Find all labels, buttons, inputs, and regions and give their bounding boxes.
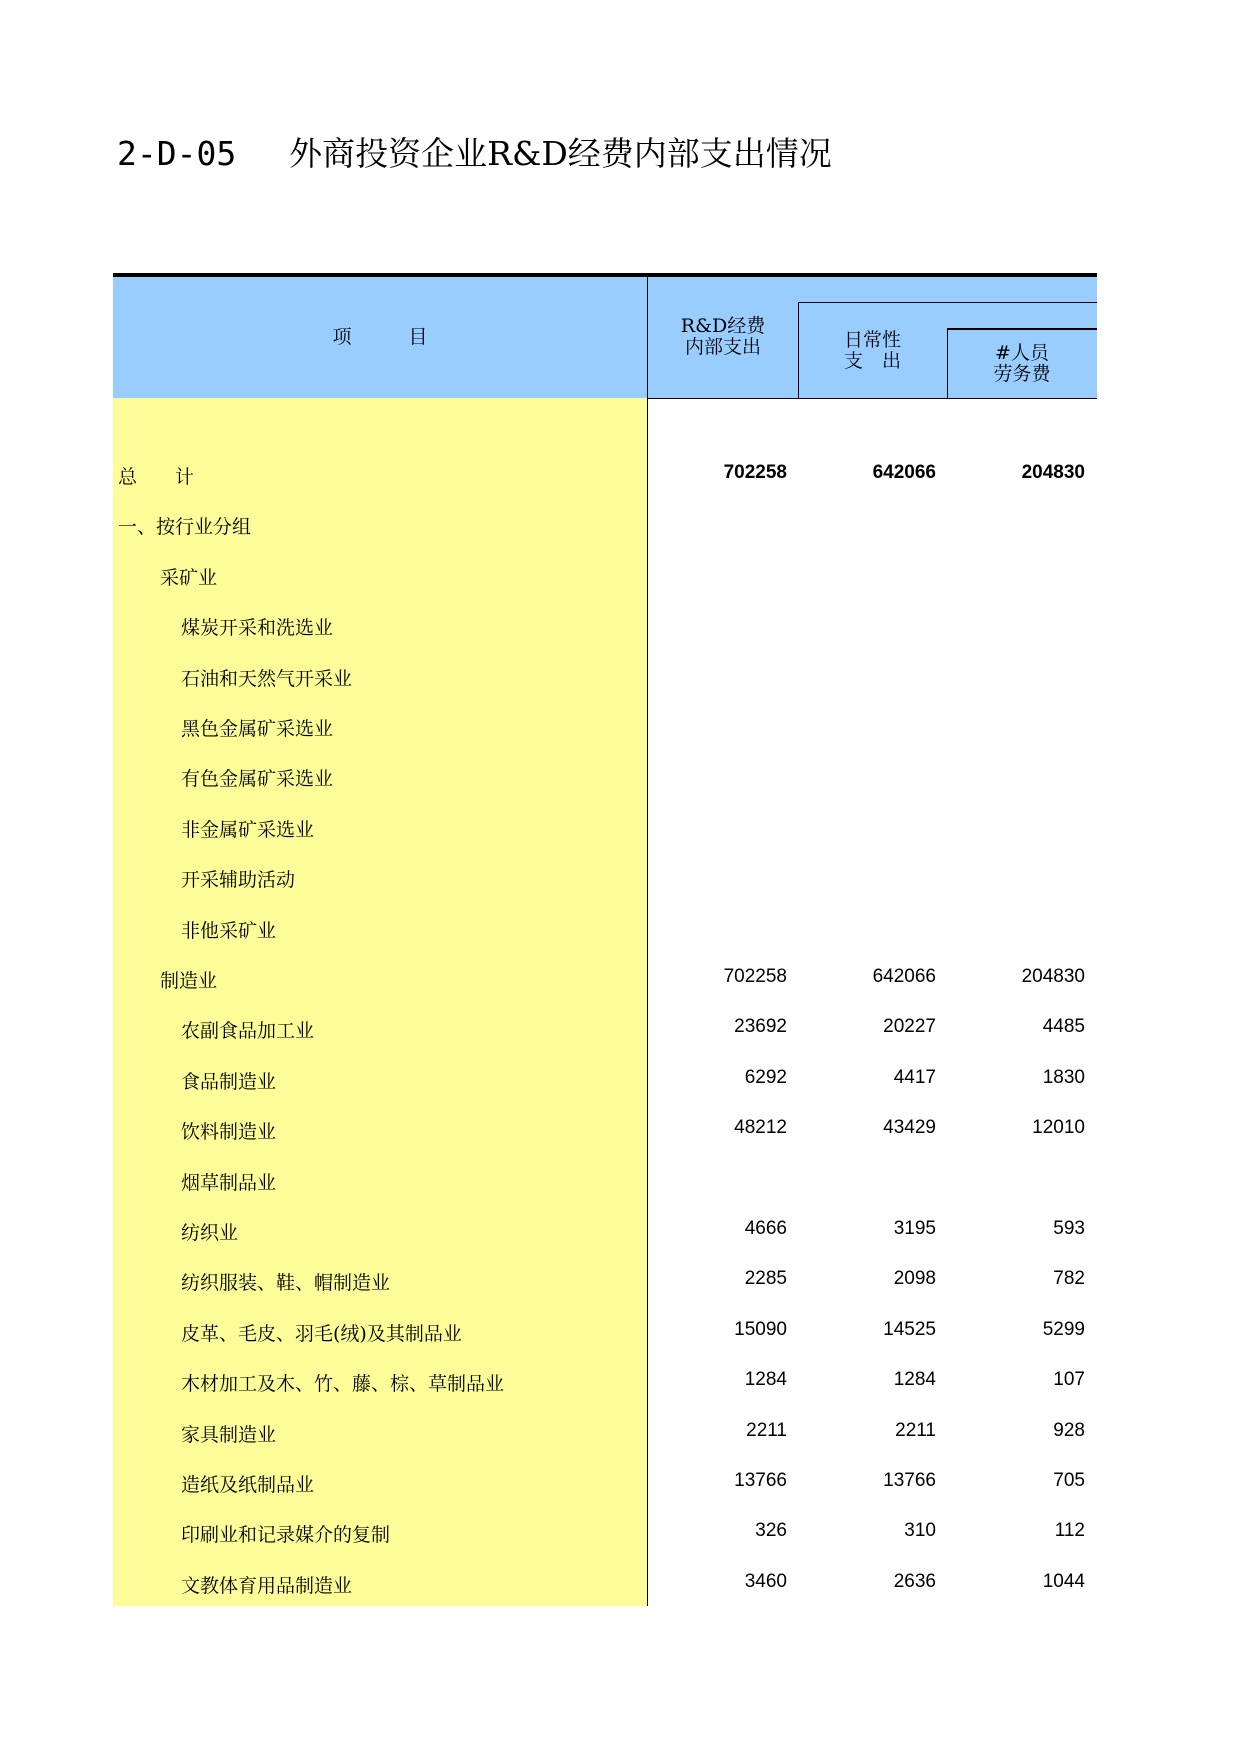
row-label: 印刷业和记录媒介的复制 — [181, 1524, 391, 1547]
row-value: 43429 — [883, 1117, 936, 1139]
table-row — [113, 1420, 1097, 1470]
header-rule — [798, 302, 1097, 303]
row-label: 总 计 — [118, 466, 195, 488]
row-label: 皮革、毛皮、羽毛(绒)及其制品业 — [181, 1322, 462, 1345]
row-value: 204830 — [1021, 462, 1085, 483]
row-value: 1284 — [744, 1369, 787, 1391]
row-label: 黑色金属矿采选业 — [181, 718, 334, 740]
row-label: 饮料制造业 — [181, 1121, 277, 1144]
table-row — [113, 1268, 1097, 1318]
table-row — [113, 1470, 1097, 1520]
row-value: 2636 — [893, 1570, 936, 1592]
table-row — [113, 966, 1097, 1016]
table-row — [113, 764, 1097, 814]
row-value: 112 — [1054, 1520, 1085, 1542]
row-value: 12010 — [1032, 1117, 1085, 1139]
table-row — [113, 664, 1097, 714]
row-label: 非金属矿采选业 — [181, 818, 315, 841]
table-row — [113, 815, 1097, 865]
row-value: 702258 — [723, 462, 787, 483]
table-row — [113, 1319, 1097, 1369]
row-value: 3195 — [893, 1218, 936, 1239]
row-value: 642066 — [872, 966, 936, 987]
header-rule — [947, 328, 1097, 330]
row-value: 1044 — [1042, 1570, 1085, 1592]
table-row — [113, 512, 1097, 562]
table-row — [113, 714, 1097, 764]
table-row — [113, 1571, 1097, 1621]
row-label: 烟草制品业 — [181, 1171, 277, 1194]
row-value: 204830 — [1021, 966, 1085, 987]
row-value: 1830 — [1042, 1066, 1085, 1088]
header-item: 项 目 — [332, 326, 428, 348]
table-row — [113, 1117, 1097, 1167]
row-value: 3460 — [744, 1570, 787, 1592]
row-label: 非他采矿业 — [181, 919, 277, 942]
header-labor-cost: #人员 劳务费 — [993, 342, 1051, 385]
table-row — [113, 1520, 1097, 1570]
table-code: 2-D-05 — [117, 134, 237, 173]
row-value: 928 — [1053, 1419, 1085, 1441]
row-value: 13766 — [734, 1470, 787, 1491]
table-row — [113, 1369, 1097, 1419]
row-value: 782 — [1053, 1268, 1085, 1290]
row-value: 14525 — [883, 1318, 936, 1340]
table-row — [113, 613, 1097, 663]
row-label: 一、按行业分组 — [118, 516, 252, 539]
row-label: 造纸及纸制品业 — [181, 1474, 315, 1496]
row-value: 310 — [904, 1520, 936, 1542]
row-value: 2098 — [893, 1268, 936, 1290]
table-row — [113, 1218, 1097, 1268]
row-label: 煤炭开采和洗选业 — [181, 617, 334, 640]
row-label: 石油和天然气开采业 — [181, 667, 353, 690]
row-value: 2285 — [744, 1268, 787, 1290]
row-value: 13766 — [883, 1470, 936, 1491]
row-label: 木材加工及木、竹、藤、棕、草制品业 — [181, 1373, 505, 1396]
row-label: 文教体育用品制造业 — [181, 1574, 353, 1597]
row-value: 4485 — [1042, 1016, 1085, 1038]
row-value: 4666 — [744, 1218, 787, 1239]
row-value: 6292 — [744, 1066, 787, 1088]
row-label: 制造业 — [160, 970, 218, 992]
row-value: 702258 — [723, 966, 787, 987]
row-value: 705 — [1053, 1470, 1085, 1491]
row-label: 食品制造业 — [181, 1070, 277, 1093]
row-label: 采矿业 — [160, 566, 218, 589]
table-top-rule — [113, 273, 1097, 277]
row-value: 23692 — [734, 1016, 787, 1038]
row-value: 642066 — [872, 462, 936, 483]
row-value: 4417 — [893, 1066, 936, 1088]
row-value: 2211 — [746, 1419, 787, 1441]
row-value: 48212 — [734, 1117, 787, 1139]
row-label: 家具制造业 — [181, 1423, 277, 1446]
header-routine-expenditure: 日常性 支 出 — [843, 329, 901, 372]
row-label: 纺织服装、鞋、帽制造业 — [181, 1272, 391, 1295]
table-title: 外商投资企业R&D经费内部支出情况 — [289, 134, 832, 173]
row-value: 326 — [755, 1520, 787, 1542]
row-value: 107 — [1053, 1369, 1085, 1391]
table-row — [113, 1067, 1097, 1117]
table-row — [113, 563, 1097, 613]
table-row — [113, 1016, 1097, 1066]
row-label: 开采辅助活动 — [181, 869, 296, 892]
table-row — [113, 462, 1097, 512]
row-label: 纺织业 — [181, 1222, 239, 1244]
table-row — [113, 1168, 1097, 1218]
row-label: 有色金属矿采选业 — [181, 768, 334, 791]
row-value: 20227 — [883, 1016, 936, 1038]
table-row — [113, 865, 1097, 915]
row-value: 593 — [1053, 1218, 1085, 1239]
row-value: 15090 — [734, 1318, 787, 1340]
row-value: 5299 — [1042, 1318, 1085, 1340]
row-label: 农副食品加工业 — [181, 1020, 315, 1043]
page-title — [117, 128, 832, 175]
row-value: 1284 — [893, 1369, 936, 1391]
table-row — [113, 916, 1097, 966]
header-rd-expenditure: R&D经费 内部支出 — [680, 315, 766, 358]
row-value: 2211 — [895, 1419, 936, 1441]
